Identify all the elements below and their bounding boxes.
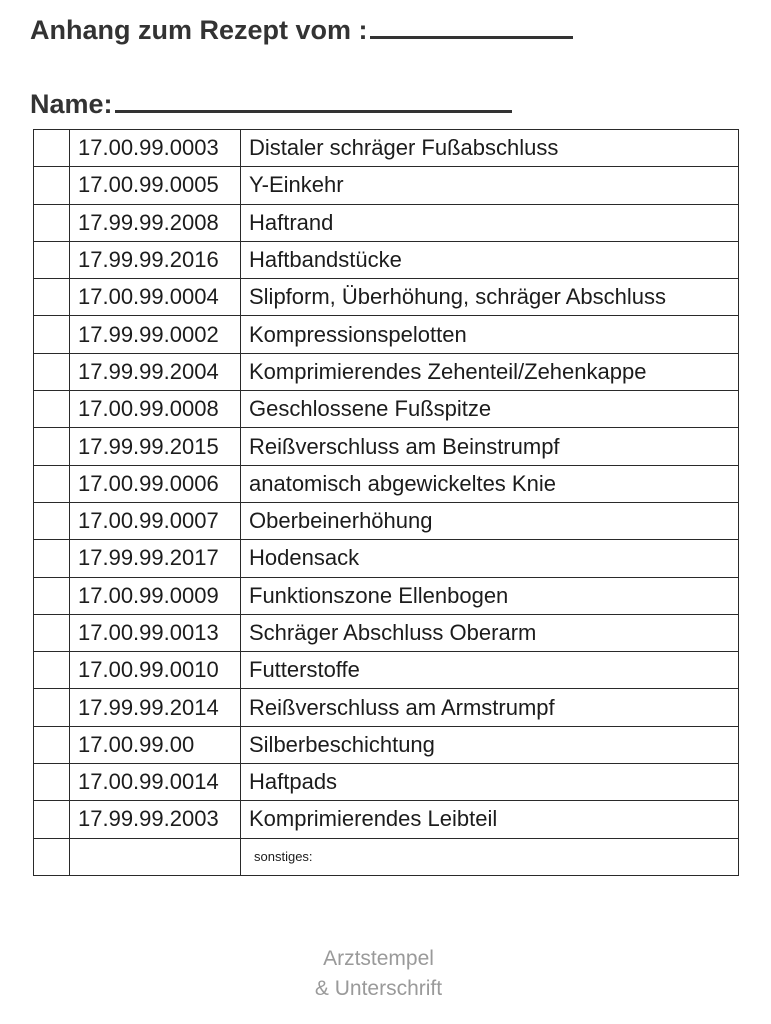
patient-name-field	[30, 88, 512, 120]
patient-name-label: Name:	[30, 89, 113, 119]
checkbox-cell[interactable]	[34, 764, 70, 801]
table-row	[34, 204, 739, 241]
item-description: Haftbandstücke	[241, 241, 739, 278]
checkbox-cell[interactable]	[34, 130, 70, 167]
checkbox-cell[interactable]	[34, 316, 70, 353]
item-description: Haftpads	[241, 764, 739, 801]
item-code: 17.99.99.2004	[70, 353, 241, 390]
other-code-cell[interactable]	[70, 838, 241, 875]
checkbox-cell[interactable]	[34, 204, 70, 241]
item-code: 17.00.99.0014	[70, 764, 241, 801]
table-row	[34, 465, 739, 502]
checkbox-cell[interactable]	[34, 726, 70, 763]
item-description: Funktionszone Ellenbogen	[241, 577, 739, 614]
table-row	[34, 279, 739, 316]
item-code: 17.99.99.2017	[70, 540, 241, 577]
item-description: Y-Einkehr	[241, 167, 739, 204]
item-code: 17.00.99.0006	[70, 465, 241, 502]
item-description: Futterstoffe	[241, 652, 739, 689]
item-description: Hodensack	[241, 540, 739, 577]
item-code: 17.00.99.0007	[70, 502, 241, 539]
item-description: Silberbeschichtung	[241, 726, 739, 763]
item-description: Haftrand	[241, 204, 739, 241]
item-code: 17.99.99.2003	[70, 801, 241, 838]
item-description: anatomisch abgewickeltes Knie	[241, 465, 739, 502]
item-code: 17.99.99.2016	[70, 241, 241, 278]
checkbox-cell[interactable]	[34, 353, 70, 390]
item-description: Komprimierendes Zehenteil/Zehenkappe	[241, 353, 739, 390]
item-code: 17.00.99.0008	[70, 391, 241, 428]
table-row	[34, 241, 739, 278]
item-code: 17.00.99.0013	[70, 614, 241, 651]
table-row	[34, 316, 739, 353]
checkbox-cell[interactable]	[34, 801, 70, 838]
checkbox-cell[interactable]	[34, 577, 70, 614]
item-description: Kompressionspelotten	[241, 316, 739, 353]
rezept-date-label: Anhang zum Rezept vom :	[30, 15, 368, 45]
table-row	[34, 428, 739, 465]
checkbox-cell[interactable]	[34, 391, 70, 428]
item-description: Distaler schräger Fußabschluss	[241, 130, 739, 167]
item-code: 17.00.99.0010	[70, 652, 241, 689]
other-label[interactable]: sonstiges:	[241, 838, 739, 875]
checkbox-cell[interactable]	[34, 502, 70, 539]
item-checklist-table	[33, 129, 739, 876]
table-row	[34, 540, 739, 577]
item-description: Geschlossene Fußspitze	[241, 391, 739, 428]
table-row	[34, 391, 739, 428]
rezept-date-blank[interactable]	[370, 14, 573, 39]
patient-name-blank[interactable]	[115, 88, 512, 113]
checkbox-cell[interactable]	[34, 241, 70, 278]
item-code: 17.99.99.2014	[70, 689, 241, 726]
table-row	[34, 130, 739, 167]
item-code: 17.99.99.2008	[70, 204, 241, 241]
item-code: 17.00.99.0009	[70, 577, 241, 614]
item-code: 17.99.99.0002	[70, 316, 241, 353]
rezept-date-field	[30, 14, 573, 46]
item-description: Reißverschluss am Beinstrumpf	[241, 428, 739, 465]
item-description: Oberbeinerhöhung	[241, 502, 739, 539]
item-description: Komprimierendes Leibteil	[241, 801, 739, 838]
item-description: Schräger Abschluss Oberarm	[241, 614, 739, 651]
item-code: 17.00.99.0004	[70, 279, 241, 316]
signature-label: & Unterschrift	[314, 977, 443, 1000]
item-code: 17.99.99.2015	[70, 428, 241, 465]
table-row	[34, 353, 739, 390]
doctor-stamp-label: Arztstempel	[323, 947, 434, 970]
table-row	[34, 652, 739, 689]
item-code: 17.00.99.0003	[70, 130, 241, 167]
item-code: 17.00.99.00	[70, 726, 241, 763]
checkbox-cell[interactable]	[34, 838, 70, 875]
table-row	[34, 614, 739, 651]
table-row	[34, 577, 739, 614]
checkbox-cell[interactable]	[34, 279, 70, 316]
checkbox-cell[interactable]	[34, 689, 70, 726]
other-row	[34, 838, 739, 875]
table-row	[34, 764, 739, 801]
checkbox-cell[interactable]	[34, 652, 70, 689]
checkbox-cell[interactable]	[34, 465, 70, 502]
table-row	[34, 726, 739, 763]
table-row	[34, 689, 739, 726]
item-description: Reißverschluss am Armstrumpf	[241, 689, 739, 726]
table-row	[34, 801, 739, 838]
checkbox-cell[interactable]	[34, 428, 70, 465]
checkbox-cell[interactable]	[34, 540, 70, 577]
item-description: Slipform, Überhöhung, schräger Abschluss	[241, 279, 739, 316]
table-row	[34, 502, 739, 539]
checkbox-cell[interactable]	[34, 167, 70, 204]
checkbox-cell[interactable]	[34, 614, 70, 651]
table-row	[34, 167, 739, 204]
item-code: 17.00.99.0005	[70, 167, 241, 204]
